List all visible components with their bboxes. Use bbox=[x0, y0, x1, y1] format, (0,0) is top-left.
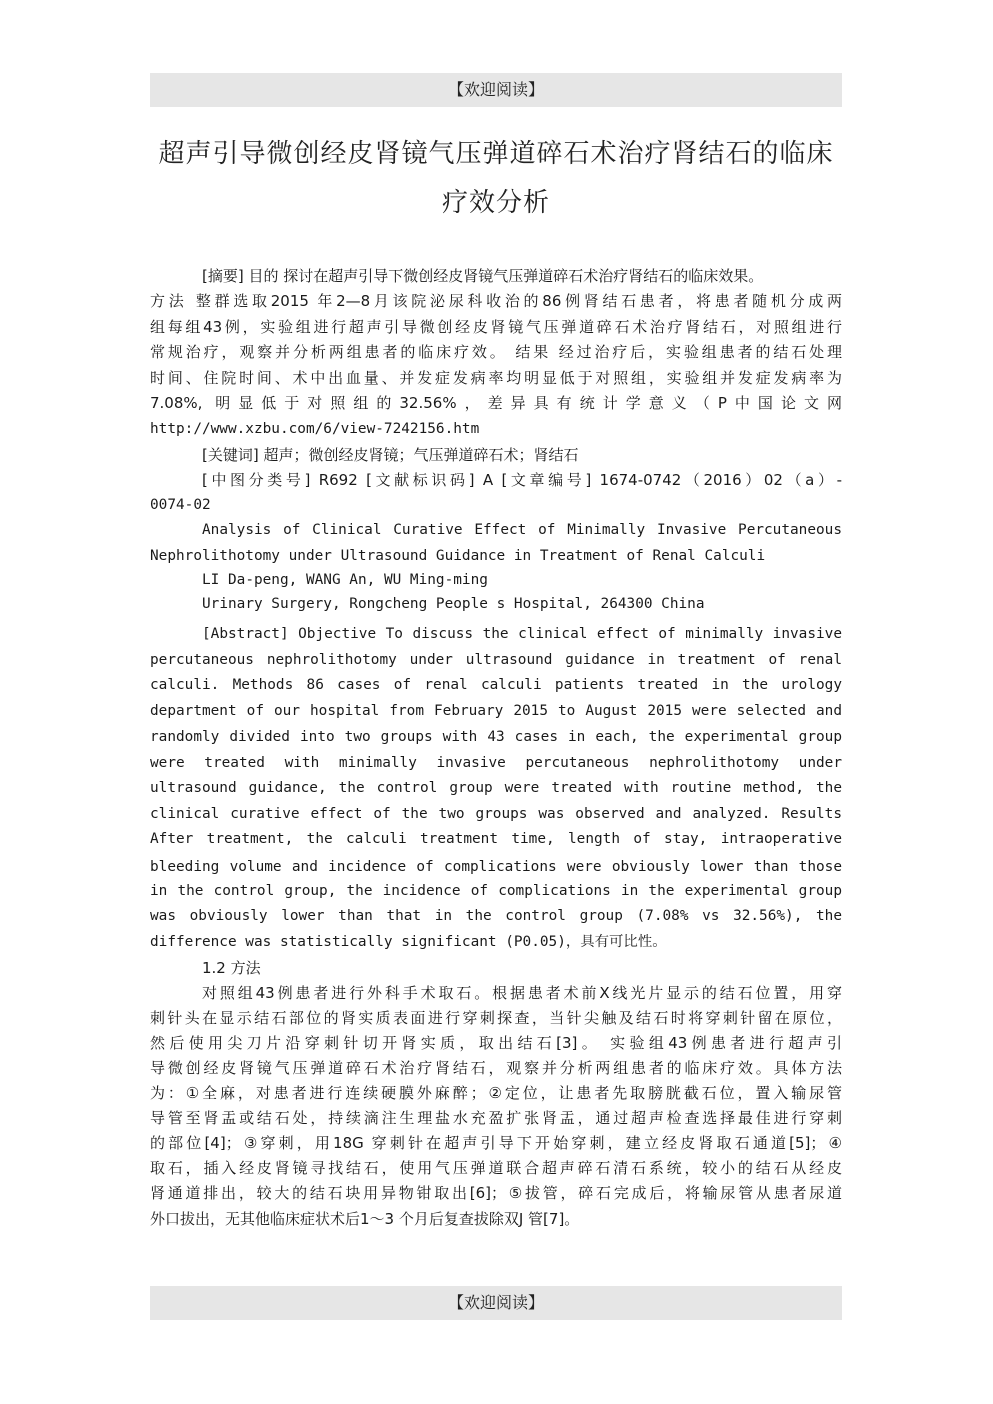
text-line: calculi. Methods 86 cases of renal calculi patients treated in the urology bbox=[150, 677, 842, 693]
text-line: 导管至肾盂或结石处，持续滴注生理盐水充盈扩张肾盂，通过超声检查选择最佳进行穿刺 bbox=[150, 1109, 842, 1127]
text-line: After treatment, the calculi treatment time, length of stay, intraoperative bbox=[150, 831, 842, 847]
text-line: 为：①全麻，对患者进行连续硬膜外麻醉；②定位，让患者先取膀胱截石位，置入输尿管 bbox=[150, 1084, 842, 1102]
text-line: ultrasound guidance, the control group were treated with routine method, the bbox=[150, 780, 842, 796]
text-line: percutaneous nephrolithotomy under ultrasound guidance in treatment of renal bbox=[150, 652, 842, 668]
text-line: 的部位[4]；③穿刺，用18G 穿刺针在超声引导下开始穿刺，建立经皮肾取石通道[5]；④ bbox=[150, 1134, 842, 1152]
text-line: 0074-02 bbox=[150, 497, 211, 513]
text-line: Nephrolithotomy under Ultrasound Guidance in Treatment of Renal Calculi bbox=[150, 548, 766, 564]
text-line: [关键词] 超声；微创经皮肾镜；气压弹道碎石术；肾结石 bbox=[202, 446, 579, 464]
text-line: 7.08%, 明显低于对照组的32.56%，差异具有统计学意义（P中国论文网 bbox=[150, 394, 842, 412]
text-line: 外口拔出，无其他临床症状术后1～3 个月后复查拔除双J 管[7]。 bbox=[150, 1210, 580, 1228]
header-banner: 【欢迎阅读】 bbox=[150, 73, 842, 107]
text-line: 1.2 方法 bbox=[202, 959, 261, 977]
text-line: 取石，插入经皮肾镜寻找结石，使用气压弹道联合超声碎石清石系统，较小的结石从经皮 bbox=[150, 1159, 842, 1177]
text-line: in the control group, the incidence of complications in the experimental group bbox=[150, 883, 842, 899]
text-line: 常规治疗，观察并分析两组患者的临床疗效。 结果 经过治疗后，实验组患者的结石处理 bbox=[150, 343, 842, 361]
text-line: was obviously lower than that in the control group (7.08% vs 32.56%), the bbox=[150, 908, 842, 924]
text-line: 然后使用尖刀片沿穿刺针切开肾实质，取出结石[3]。 实验组43例患者进行超声引 bbox=[150, 1034, 842, 1052]
text-line: [中图分类号] R692 [文献标识码] A [文章编号] 1674-0742（2016）02（a）- bbox=[202, 471, 842, 489]
document-title-line-2: 疗效分析 bbox=[441, 188, 550, 218]
text-line: 对照组43例患者进行外科手术取石。根据患者术前X线光片显示的结石位置，用穿 bbox=[202, 984, 842, 1002]
text-line: http://www.xzbu.com/6/view-7242156.htm bbox=[150, 421, 480, 437]
text-line: were treated with minimally invasive percutaneous nephrolithotomy under bbox=[150, 755, 842, 771]
text-line: [摘要] 目的 探讨在超声引导下微创经皮肾镜气压弹道碎石术治疗肾结石的临床效果。 bbox=[202, 267, 764, 285]
text-line: bleeding volume and incidence of complications were obviously lower than those bbox=[150, 859, 842, 875]
text-line: department of our hospital from February 2015 to August 2015 were selected and bbox=[150, 703, 842, 719]
text-line: LI Da-peng, WANG An, WU Ming-ming bbox=[202, 572, 488, 588]
text-line: 刺针头在显示结石部位的肾实质表面进行穿刺探查，当针尖触及结石时将穿刺针留在原位， bbox=[150, 1009, 842, 1027]
footer-banner: 【欢迎阅读】 bbox=[150, 1286, 842, 1320]
text-line: clinical curative effect of the two groups was observed and analyzed. Results bbox=[150, 806, 842, 822]
text-line: Analysis of Clinical Curative Effect of Minimally Invasive Percutaneous bbox=[202, 522, 842, 538]
text-line: 肾通道排出，较大的结石块用异物钳取出[6]；⑤拔管，碎石完成后，将输尿管从患者尿道 bbox=[150, 1184, 842, 1202]
text-line: 导微创经皮肾镜气压弹道碎石术治疗肾结石，观察并分析两组患者的临床疗效。具体方法 bbox=[150, 1059, 842, 1077]
text-line: randomly divided into two groups with 43 cases in each, the experimental group bbox=[150, 729, 842, 745]
text-line: 时间、住院时间、术中出血量、并发症发病率均明显低于对照组，实验组并发症发病率为 bbox=[150, 369, 842, 387]
text-line: 方法 整群选取2015 年2—8月该院泌尿科收治的86例肾结石患者，将患者随机分成两 bbox=[150, 292, 842, 310]
text-line: Urinary Surgery, Rongcheng People s Hospital, 264300 China bbox=[202, 596, 705, 612]
text-line: [Abstract] Objective To discuss the clinical effect of minimally invasive bbox=[202, 626, 842, 642]
text-line: difference was statistically significant (P0.05)，具有可比性。 bbox=[150, 934, 667, 950]
text-line: 组每组43例，实验组进行超声引导微创经皮肾镜气压弹道碎石术治疗肾结石，对照组进行 bbox=[150, 318, 842, 336]
document-title-line-1: 超声引导微创经皮肾镜气压弹道碎石术治疗肾结石的临床 bbox=[158, 139, 834, 169]
